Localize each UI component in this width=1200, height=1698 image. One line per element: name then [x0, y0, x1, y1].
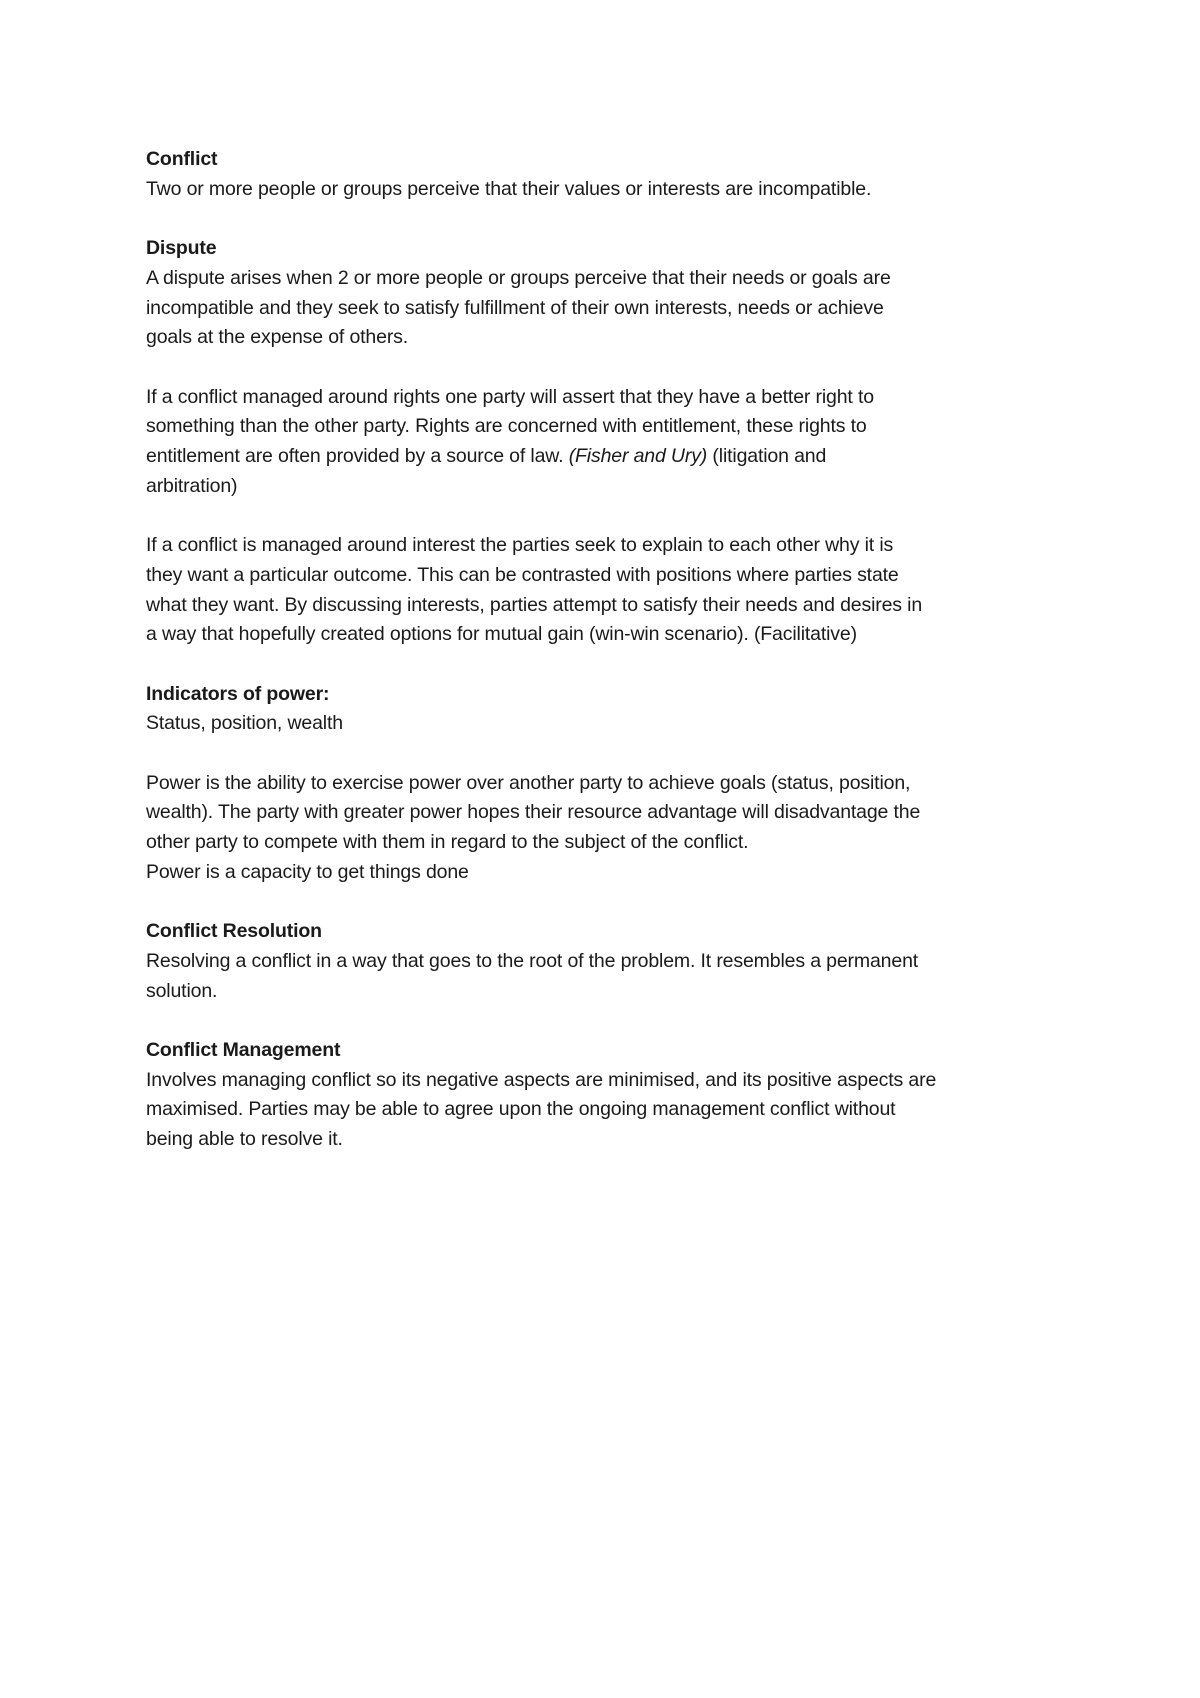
text-segment: entitlement are often provided by a source of law. [146, 445, 569, 467]
text-line: wealth). The party with greater power hopes their resource advantage will disadvantage the [146, 801, 921, 824]
text-segment: (litigation and [707, 445, 827, 467]
text-line: If a conflict is managed around interest the parties seek to explain to each other why it is [146, 534, 894, 557]
paragraph-conflict-management [146, 1066, 1076, 1155]
text-line: Power is a capacity to get things done [146, 860, 469, 883]
heading-conflict: Conflict [146, 148, 218, 170]
text-line: incompatible and they seek to satisfy fulfillment of their own interests, needs or achieve [146, 296, 884, 319]
text-line: what they want. By discussing interests, parties attempt to satisfy their needs and desires in [146, 593, 923, 616]
text-line: Power is the ability to exercise power over another party to achieve goals (status, position, [146, 771, 911, 794]
text-line: goals at the expense of others. [146, 326, 409, 349]
text-line: Status, position, wealth [146, 712, 343, 735]
text-line: they want a particular outcome. This can be contrasted with positions where parties state [146, 563, 899, 586]
text-line: arbitration) [146, 474, 238, 497]
heading-conflict-resolution: Conflict Resolution [146, 920, 322, 943]
heading-conflict-management: Conflict Management [146, 1038, 341, 1061]
text-line [146, 442, 1076, 472]
text-line: If a conflict managed around rights one party will assert that they have a better right to [146, 385, 874, 408]
citation-fisher-ury: (Fisher and Ury) [568, 445, 708, 467]
paragraph-rights [146, 383, 1076, 502]
paragraph-conflict-definition [146, 175, 1076, 205]
heading-dispute: Dispute [146, 237, 217, 260]
text-line: solution. [146, 979, 218, 1002]
text-line: A dispute arises when 2 or more people or groups perceive that their needs or goals are [146, 266, 891, 289]
paragraph-dispute-definition [146, 264, 1076, 353]
text-line: something than the other party. Rights are concerned with entitlement, these rights to [146, 415, 867, 438]
paragraph-power [146, 769, 1076, 888]
paragraph-interest [146, 531, 1076, 650]
paragraph-power-indicators [146, 709, 1076, 739]
text-line: being able to resolve it. [146, 1128, 343, 1151]
text-line: Two or more people or groups perceive that their values or interests are incompatible. [146, 177, 872, 200]
text-line: a way that hopefully created options for mutual gain (win-win scenario). (Facilitative) [146, 623, 857, 646]
paragraph-conflict-resolution [146, 947, 1076, 1006]
text-line: Resolving a conflict in a way that goes to the root of the problem. It resembles a permanent [146, 949, 919, 972]
text-line: other party to compete with them in regard to the subject of the conflict. [146, 831, 749, 854]
text-line: maximised. Parties may be able to agree upon the ongoing management conflict without [146, 1098, 896, 1121]
document-body [146, 145, 1076, 1155]
heading-indicators-of-power: Indicators of power: [146, 682, 330, 705]
text-line: Involves managing conflict so its negative aspects are minimised, and its positive aspects are [146, 1068, 937, 1091]
